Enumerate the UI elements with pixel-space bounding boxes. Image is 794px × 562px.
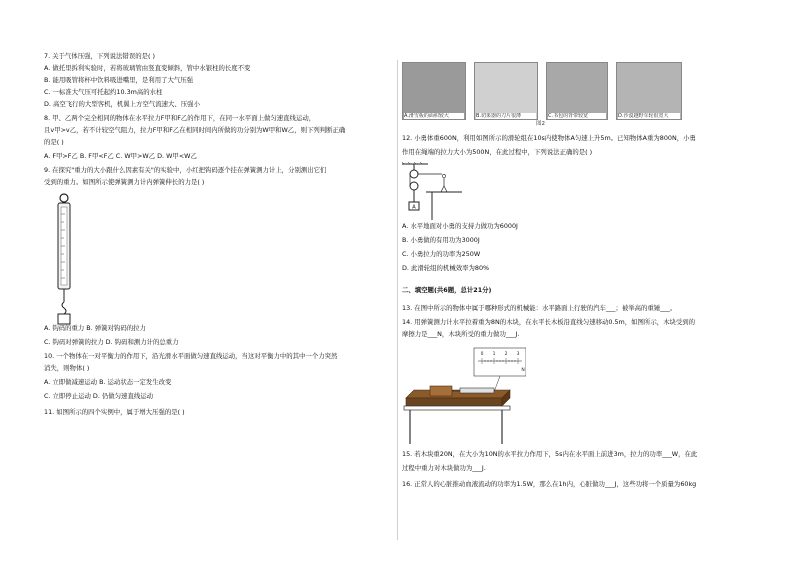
q7-option-a: A. 做托里拆利实验时，若将玻璃管由竖直变倾斜，管中水银柱的长度不变: [44, 64, 251, 72]
q12-stem-1: 12. 小勇体重600N，利用如图所示的滑轮组在10s内使物体A匀速上升5m。已知物体A重为800N，小勇: [402, 134, 696, 142]
q12-option-b: B. 小勇做的有用功为3000J: [402, 236, 480, 244]
q8-stem-1: 8. 甲、乙两个完全相同的物体在水平拉力F甲和F乙的作用下，在同一水平面上做匀速直线运动，: [44, 114, 316, 122]
q7-option-b: B. 能用吸管将杯中饮料吸进嘴里，是利用了大气压强: [44, 76, 194, 84]
photo-caption-c: C.书包的背带较宽: [548, 113, 606, 119]
q9-options-ab: A. 钩码的重力 B. 弹簧对钩码的拉力: [44, 324, 146, 332]
q9-stem-2: 受到的重力。如图所示使弹簧测力计内弹簧伸长的力是( ): [44, 178, 205, 186]
pulley-block-label: A: [412, 204, 416, 211]
table-block-figure: [402, 346, 526, 446]
q10-stem-2: 消失，则物体( ): [44, 364, 90, 372]
photo-caption-b: B.切果器的刀片很薄: [476, 113, 536, 119]
q14-stem-1: 14. 用弹簧测力计水平拉着重为8N的木块，在水平长木板沿直线匀速移动0.5m，如图所示，木块受到的: [402, 318, 696, 326]
photo-desert-vehicle: [616, 62, 682, 120]
scale-number-3: 3: [516, 352, 520, 357]
q10-stem-1: 10. 一个物体在一对平衡力的作用下，沿光滑水平面做匀速直线运动，当这对平衡力中的其中一个力突然: [44, 352, 338, 360]
q7-option-d: D. 高空飞行的大型客机，机翼上方空气流速大、压强小: [44, 100, 200, 108]
q10-options-ab: A. 立即做减速运动 B. 运动状态一定发生改变: [44, 378, 172, 386]
photo-fruit-cutter: [474, 62, 538, 120]
q7-option-c: C. 一标准大气压可托起约10.3m高的水柱: [44, 88, 163, 96]
q10-options-cd: C. 立即停止运动 D. 仍做匀速直线运动: [44, 392, 154, 400]
figure-2-label: 图2: [536, 121, 545, 127]
scale-number-2: 2: [504, 352, 508, 357]
q15-stem-1: 15. 若木块重20N，在大小为10N的水平拉力作用下，5s内在水平面上前进3m，拉力的功率___W，在此: [402, 450, 698, 458]
q14-stem-2: 摩擦力是___N，木块所受的重力做功___J.: [402, 330, 520, 338]
q12-option-c: C. 小勇拉力的功率为250W: [402, 250, 481, 258]
q12-option-a: A. 水平地面对小勇的支持力做功为6000J: [402, 222, 518, 230]
scale-unit-label: N: [521, 368, 525, 373]
q9-stem-1: 9. 在探究"重力的大小跟什么因素有关"的实验中，小红把钩码逐个挂在弹簧测力计上，分别测出它们: [44, 166, 327, 174]
q15-stem-2: 过程中重力对木块做功为___J.: [402, 464, 486, 472]
scale-number-0: 0: [480, 352, 484, 357]
photo-caption-a: A.滑雪板的面积较大: [404, 113, 464, 119]
q12-option-d: D. 此滑轮组的机械效率为80%: [402, 264, 490, 272]
spring-scale-figure: [52, 192, 76, 332]
section-fill-in-heading: 二、填空题(共6题，总计21分): [402, 286, 492, 294]
q11-stem: 11. 如图所示的四个实例中，属于增大压强的是( ): [44, 408, 185, 416]
q12-stem-2: 作用在绳端的拉力大小为500N，在此过程中，下列说法正确的是( ): [402, 148, 593, 156]
q13-stem: 13. 在图中所示的物体中属于哪种形式的机械能：水平路面上行驶的汽车___；被举高的重锤___。: [402, 304, 677, 312]
q8-stem-2: 且v甲>v乙，若不计较空气阻力，拉力F甲和F乙在相同时间内所做的功分别为W甲和W乙，则下列判断正确: [44, 126, 346, 134]
scale-number-1: 1: [492, 352, 496, 357]
photo-backpack: [546, 62, 608, 120]
column-divider: [397, 60, 398, 540]
pulley-figure: [402, 162, 462, 220]
q16-stem: 16. 正常人的心脏推动血液流动的功率为1.5W，那么在1h内，心脏做功___J，这些功将一个质量为60kg: [402, 480, 697, 488]
q8-stem-3: 的是( ): [44, 138, 64, 146]
q7-stem: 7. 关于气体压强，下列说法错误的是( ): [44, 52, 156, 60]
photo-caption-d: D.沙漠越野车轮很宽大: [618, 113, 680, 119]
q8-options: A. F甲>F乙 B. F甲<F乙 C. W甲>W乙 D. W甲<W乙: [44, 152, 197, 160]
q9-options-cd: C. 钩码对弹簧的拉力 D. 钩码和测力计的总重力: [44, 338, 179, 346]
photo-snowboard: [402, 62, 466, 120]
